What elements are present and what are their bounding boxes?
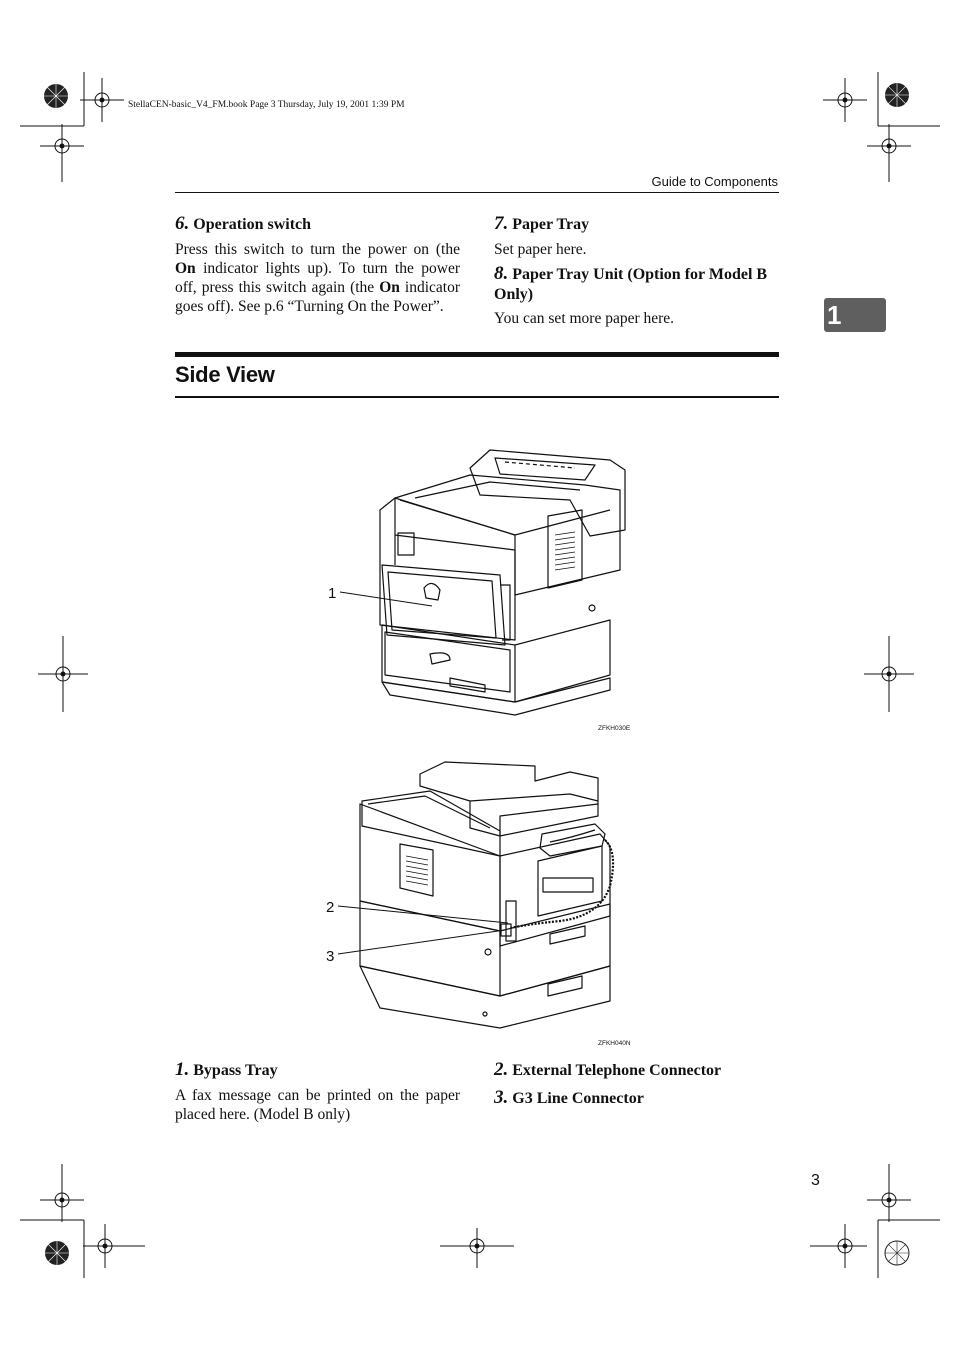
item-heading [494, 264, 781, 305]
item-heading [494, 214, 779, 235]
file-info: StellaCEN-basic_V4_FM.book Page 3 Thursday, July 19, 2001 1:39 PM [128, 100, 405, 110]
registration-mark-bottom-left [20, 1160, 160, 1300]
item-heading [494, 1088, 784, 1109]
registration-mark-bottom-right [800, 1160, 940, 1300]
item-heading [175, 1060, 460, 1081]
item-number: 8. [494, 263, 509, 284]
item-title: Bypass Tray [193, 1062, 278, 1079]
callout-label-1: 1 [328, 585, 337, 602]
item-number: 1. [175, 1059, 190, 1080]
registration-mark-middle-right [856, 636, 926, 712]
section-rule-bottom [175, 396, 779, 398]
page-number: 3 [811, 1172, 820, 1189]
figure-code: ZFKH030E [598, 725, 631, 732]
description-text: indicator goes off). See p.6 “Turning On the Power”. [175, 279, 460, 315]
item-paper-tray-unit [494, 264, 781, 328]
item-heading [494, 1060, 784, 1081]
item-description: Set paper here. [494, 241, 587, 258]
item-bypass-tray [175, 1060, 460, 1124]
registration-mark-top-right [800, 60, 940, 190]
item-description: A fax message can be printed on the paper placed here. (Model B only) [175, 1087, 460, 1123]
callout-line-1 [340, 592, 432, 606]
figure-side-view-bypass-tray [320, 440, 640, 740]
item-title: Operation switch [193, 216, 312, 233]
callout-line-3 [338, 930, 505, 954]
figure-side-view-connectors [320, 756, 640, 1052]
item-title: G3 Line Connector [512, 1090, 644, 1107]
item-description [175, 240, 460, 316]
callout-line-2 [338, 906, 508, 923]
registration-mark-bottom-center [440, 1228, 514, 1268]
item-heading [175, 214, 460, 235]
item-operation-switch [175, 214, 460, 316]
chapter-tab: 1 [824, 298, 886, 332]
item-number: 3. [494, 1087, 509, 1108]
section-title: Side View [175, 362, 275, 387]
item-description: You can set more paper here. [494, 310, 675, 327]
indicator-name: On [175, 260, 196, 277]
registration-mark-top-left [20, 60, 160, 190]
figure-code: ZFKH040N [598, 1040, 631, 1047]
item-number: 7. [494, 213, 509, 234]
item-number: 2. [494, 1059, 509, 1080]
callout-label-2: 2 [326, 899, 335, 916]
item-external-telephone-connector [494, 1060, 784, 1081]
description-text: Press this switch to turn the power on (the [175, 241, 460, 258]
header-rule [175, 192, 779, 193]
item-paper-tray [494, 214, 779, 259]
registration-mark-middle-left [30, 636, 100, 712]
item-title: Paper Tray [512, 216, 590, 233]
item-g3-line-connector [494, 1088, 784, 1109]
callout-label-3: 3 [326, 948, 335, 965]
item-title: Paper Tray Unit (Option for Model B Only) [494, 266, 768, 303]
running-head: Guide to Components [651, 174, 778, 189]
item-title: External Telephone Connector [512, 1062, 722, 1079]
item-number: 6. [175, 213, 190, 234]
indicator-name: On [379, 279, 400, 296]
section-rule-top [175, 352, 779, 357]
description-text: indicator lights up). To turn the power off, press this switch again (the [175, 260, 460, 296]
